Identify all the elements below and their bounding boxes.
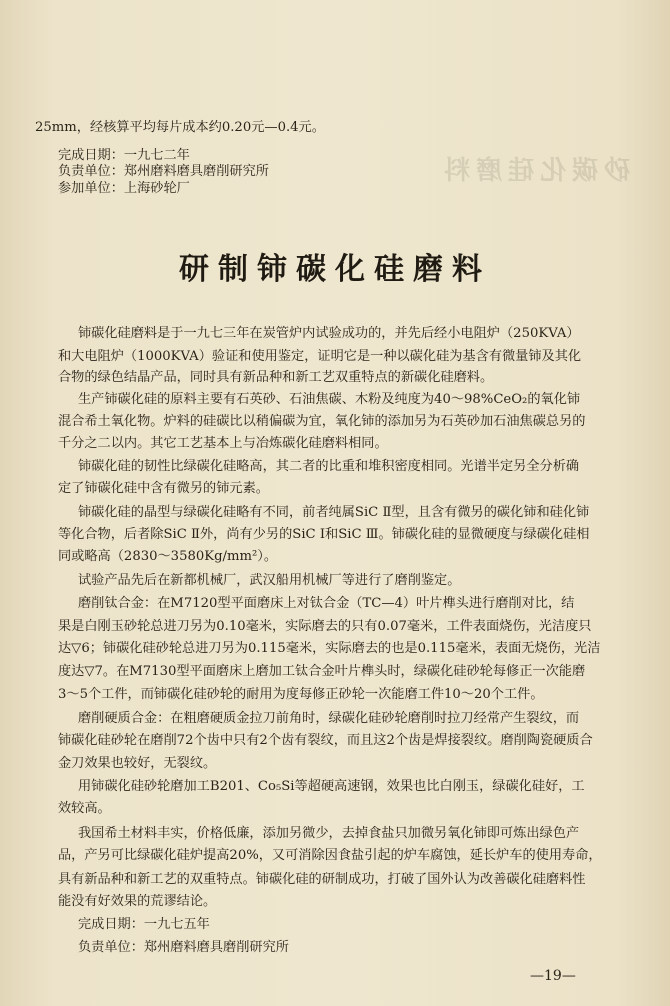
body-line: 试验产品先后在新都机械厂，武汉船用机械厂等进行了磨削鉴定。	[78, 573, 461, 588]
body-line: 效较高。	[58, 801, 111, 816]
body-line: 和大电阻炉（1000KVA）验证和使用鉴定，证明它是一种以碳化硅为基含有微量铈及其化	[58, 349, 582, 364]
top-completion-date: 完成日期：一九七二年	[58, 148, 190, 163]
body-line: 具有新品种和新工艺的双重特点。铈碳化硅的研制成功，打破了国外认为改善碳化硅磨料性	[58, 872, 586, 887]
body-line: 混合希土氧化物。炉料的硅碳比以稍偏碳为宜，氧化铈的添加另为石英砂加石油焦碳总另的	[58, 414, 586, 429]
body-line: 达▽6；铈碳化硅砂轮总进刀另为0.115毫米，实际磨去的也是0.115毫米，表面无烧伤，光洁	[58, 641, 601, 656]
body-line: 铈碳化硅的晶型与绿碳化硅略有不同，前者纯属SiC Ⅱ型，且含有微另的碳化铈和硅化铈	[78, 505, 590, 520]
body-line: 磨削钛合金：在M7120型平面磨床上对钛合金（TC—4）叶片榫头进行磨削对比，结	[78, 596, 575, 611]
body-line: 铈碳化硅砂轮在磨削72个齿中只有2个齿有裂纹，而且这2个齿是焊接裂纹。磨削陶瓷硬质合	[58, 733, 593, 748]
body-line: 同或略高（2830～3580Kg/mm²）。	[58, 549, 278, 564]
top-participating-unit: 参加单位：上海砂轮厂	[58, 181, 190, 196]
body-line: 千分之二以内。其它工艺基本上与冶炼碳化硅磨料相同。	[58, 436, 388, 451]
page-number: —19—	[530, 968, 576, 984]
body-line: 合物的绿色结晶产品，同时具有新品种和新工艺双重特点的新碳化硅磨料。	[58, 370, 494, 385]
body-line: 果是白刚玉砂轮总进刀另为0.10毫米，实际磨去的只有0.07毫米，工件表面烧伤，光洁度只	[58, 619, 592, 634]
body-line: 能没有好效果的荒谬结论。	[58, 894, 217, 909]
body-line: 金刀效果也较好，无裂纹。	[58, 756, 217, 771]
article-title: 研制铈碳化硅磨料	[179, 252, 491, 287]
body-line: 完成日期：一九七五年	[78, 917, 210, 932]
body-line: 等化合物，后者除SiC Ⅱ外，尚有少另的SiC Ⅰ和SiC Ⅲ。铈碳化硅的显微硬度与绿碳化硅相	[58, 527, 590, 542]
body-line: 铈碳化硅的韧性比绿碳化硅略高，其二者的比重和堆积密度相同。光谱半定另全分析确	[78, 459, 580, 474]
body-line: 负责单位：郑州磨料磨具磨削研究所	[78, 940, 289, 955]
body-line: 生产铈碳化硅的原料主要有石英砂、石油焦碳、木粉及纯度为40～98%CeO₂的氧化铈	[78, 392, 581, 407]
body-line: 铈碳化硅磨料是于一九七三年在炭管炉内试验成功的，并先后经小电阻炉（250KVA）	[78, 326, 580, 341]
body-line: 3～5个工件，而铈碳化硅砂轮的耐用为度每修正砂轮一次能磨工件10～20个工件。	[58, 687, 544, 702]
show-through-text: 砂碳化硅磨料	[437, 156, 630, 186]
body-line: 用铈碳化硅砂轮磨加工B201、Co₅Si等超硬高速钢，效果也比白刚玉，绿碳化硅好，工	[78, 779, 585, 794]
top-text-line: 25mm，经核算平均每片成本约0.20元—0.4元。	[35, 120, 325, 135]
body-line: 磨削硬质合金：在粗磨硬质金拉刀前角时，绿碳化硅砂轮磨削时拉刀经常产生裂纹，而	[78, 711, 580, 726]
body-line: 品，产另可比绿碳化硅炉提高20%，又可消除因食盐引起的炉车腐蚀，延长炉车的使用寿命，	[58, 848, 602, 863]
body-line: 定了铈碳化硅中含有微另的铈元素。	[58, 481, 269, 496]
top-responsible-unit: 负责单位：郑州磨料磨具磨削研究所	[58, 164, 269, 179]
body-line: 度达▽7。在M7130型平面磨床上磨加工钛合金叶片榫头时，绿碳化硅砂轮每修正一次能磨	[58, 664, 586, 679]
body-line: 我国希土材料丰实，价格低廉，添加另微少，去掉食盐只加微另氧化铈即可炼出绿色产	[78, 826, 580, 841]
